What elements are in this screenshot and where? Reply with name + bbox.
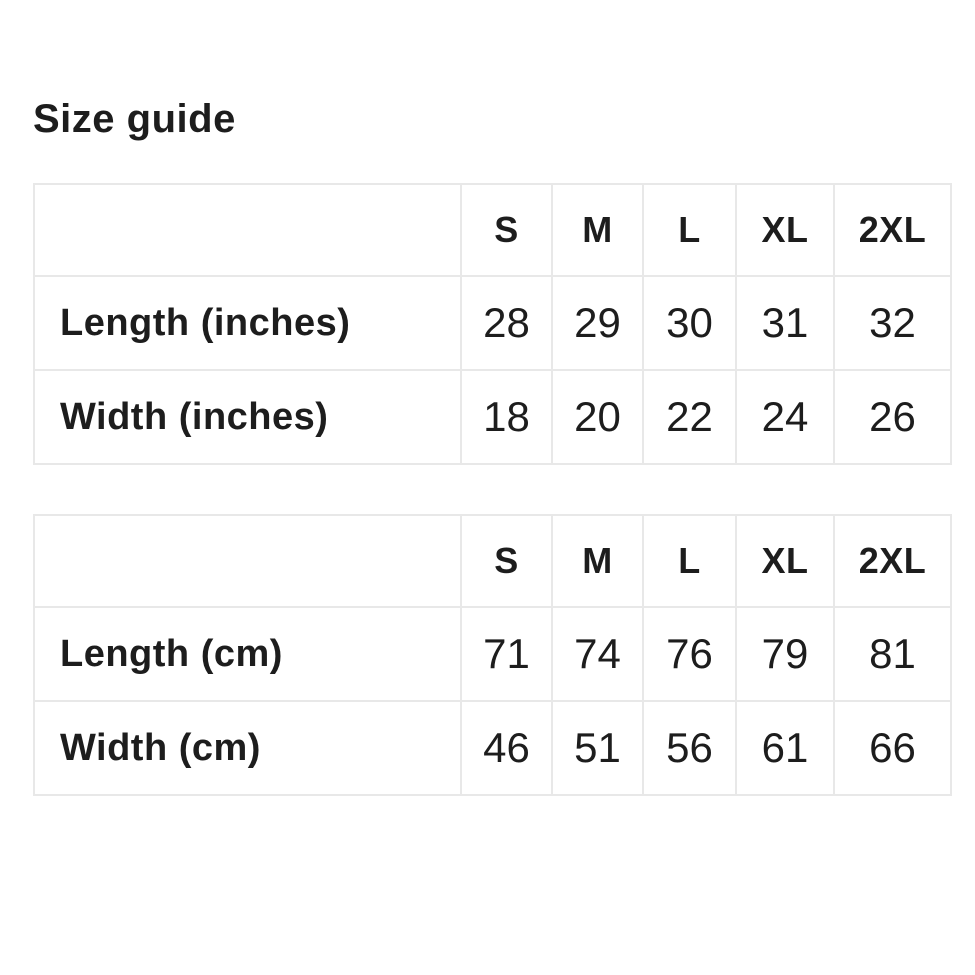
value-cell: 26 (834, 370, 951, 464)
value-cell: 18 (461, 370, 552, 464)
size-table-cm (33, 514, 952, 796)
value-cell: 22 (643, 370, 736, 464)
value-cell: 24 (736, 370, 834, 464)
size-table-inches-header-row (34, 184, 951, 276)
value-cell: 74 (552, 607, 643, 701)
value-cell: 76 (643, 607, 736, 701)
column-header-l: L (643, 515, 736, 607)
value-cell: 71 (461, 607, 552, 701)
row-label: Length (inches) (34, 276, 461, 370)
value-cell: 46 (461, 701, 552, 795)
column-header-s: S (461, 184, 552, 276)
column-header-s: S (461, 515, 552, 607)
value-cell: 61 (736, 701, 834, 795)
row-label: Length (cm) (34, 607, 461, 701)
row-label: Width (inches) (34, 370, 461, 464)
value-cell: 66 (834, 701, 951, 795)
column-header-m: M (552, 515, 643, 607)
value-cell: 29 (552, 276, 643, 370)
column-header-l: L (643, 184, 736, 276)
value-cell: 81 (834, 607, 951, 701)
value-cell: 31 (736, 276, 834, 370)
value-cell: 79 (736, 607, 834, 701)
corner-cell (34, 184, 461, 276)
size-table-inches (33, 183, 952, 465)
value-cell: 20 (552, 370, 643, 464)
page-title: Size guide (33, 97, 236, 141)
column-header-xl: XL (736, 515, 834, 607)
value-cell: 56 (643, 701, 736, 795)
table-row-length-inches (34, 276, 951, 370)
column-header-m: M (552, 184, 643, 276)
value-cell: 32 (834, 276, 951, 370)
column-header-2xl: 2XL (834, 515, 951, 607)
value-cell: 30 (643, 276, 736, 370)
value-cell: 28 (461, 276, 552, 370)
corner-cell (34, 515, 461, 607)
row-label: Width (cm) (34, 701, 461, 795)
column-header-xl: XL (736, 184, 834, 276)
size-table-cm-header-row (34, 515, 951, 607)
table-row-width-cm (34, 701, 951, 795)
table-row-length-cm (34, 607, 951, 701)
table-row-width-inches (34, 370, 951, 464)
value-cell: 51 (552, 701, 643, 795)
column-header-2xl: 2XL (834, 184, 951, 276)
